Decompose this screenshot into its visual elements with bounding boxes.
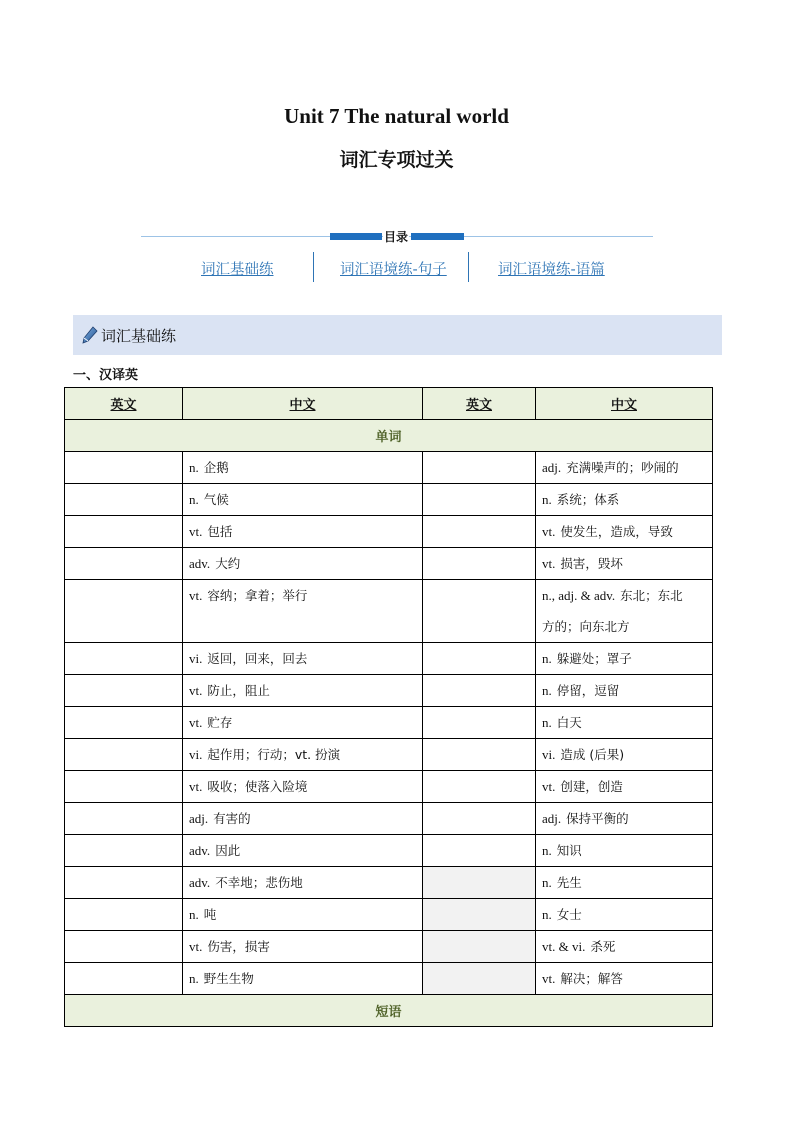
chinese-meaning: 起作用；行动；vt. 扮演 bbox=[207, 747, 341, 762]
english-answer-cell[interactable] bbox=[65, 835, 183, 867]
column-header-english: 英文 bbox=[423, 388, 536, 420]
english-answer-cell[interactable] bbox=[65, 739, 183, 771]
part-of-speech: n. bbox=[542, 715, 552, 730]
english-answer-cell[interactable] bbox=[65, 771, 183, 803]
table-row bbox=[65, 963, 713, 995]
english-answer-cell[interactable] bbox=[65, 963, 183, 995]
chinese-meaning: 贮存 bbox=[207, 715, 233, 730]
english-answer-cell[interactable] bbox=[423, 931, 536, 963]
chinese-meaning-cell bbox=[183, 643, 423, 675]
table-row bbox=[65, 707, 713, 739]
chinese-meaning-cell bbox=[183, 899, 423, 931]
chinese-meaning: 伤害，损害 bbox=[207, 939, 270, 954]
part-of-speech: vt. bbox=[189, 715, 203, 730]
english-answer-cell[interactable] bbox=[65, 484, 183, 516]
chinese-meaning-cell bbox=[183, 835, 423, 867]
chinese-meaning: 先生 bbox=[556, 875, 582, 890]
chinese-meaning-cell bbox=[536, 707, 713, 739]
chinese-meaning: 女士 bbox=[556, 907, 582, 922]
chinese-meaning-cell bbox=[536, 803, 713, 835]
table-row bbox=[65, 835, 713, 867]
table-row bbox=[65, 771, 713, 803]
table-row bbox=[65, 803, 713, 835]
column-header-chinese: 中文 bbox=[183, 388, 423, 420]
toc-link-passage[interactable]: 词汇语境练-语篇 bbox=[498, 262, 605, 278]
column-header-chinese: 中文 bbox=[536, 388, 713, 420]
chinese-meaning-cell bbox=[183, 771, 423, 803]
part-of-speech: vt. bbox=[189, 588, 203, 603]
chinese-meaning-cell bbox=[536, 580, 713, 643]
part-of-speech: vt. bbox=[189, 683, 203, 698]
chinese-meaning: 吨 bbox=[203, 907, 217, 922]
chinese-meaning: 停留，逗留 bbox=[556, 683, 620, 698]
part-of-speech: n. bbox=[189, 492, 199, 507]
chinese-meaning: 系统；体系 bbox=[556, 492, 620, 507]
chinese-meaning-cell bbox=[183, 739, 423, 771]
table-header-row bbox=[65, 388, 713, 420]
group-row-phrases bbox=[65, 995, 713, 1027]
chinese-meaning: 使发生，造成，导致 bbox=[560, 524, 673, 539]
chinese-meaning: 充满噪声的；吵闹的 bbox=[566, 460, 679, 475]
toc-accent-bar-left bbox=[330, 233, 382, 240]
part-of-speech: adj. bbox=[542, 811, 562, 826]
chinese-meaning: 大约 bbox=[215, 556, 241, 571]
chinese-meaning: 造成 (后果) bbox=[560, 747, 625, 762]
english-answer-cell[interactable] bbox=[65, 548, 183, 580]
chinese-meaning: 知识 bbox=[556, 843, 582, 858]
chinese-meaning: 有害的 bbox=[213, 811, 251, 826]
chinese-meaning-cell bbox=[183, 803, 423, 835]
chinese-meaning-cell bbox=[183, 675, 423, 707]
english-answer-cell[interactable] bbox=[65, 643, 183, 675]
chinese-meaning: 包括 bbox=[207, 524, 233, 539]
part-of-speech: vi. bbox=[189, 651, 203, 666]
english-answer-cell[interactable] bbox=[423, 739, 536, 771]
part-of-speech: adv. bbox=[189, 556, 211, 571]
chinese-meaning: 吸收；使落入险境 bbox=[207, 779, 308, 794]
english-answer-cell[interactable] bbox=[65, 931, 183, 963]
part-of-speech: n. bbox=[542, 651, 552, 666]
english-answer-cell[interactable] bbox=[423, 484, 536, 516]
english-answer-cell[interactable] bbox=[65, 516, 183, 548]
english-answer-cell[interactable] bbox=[65, 580, 183, 643]
english-answer-cell[interactable] bbox=[423, 963, 536, 995]
chinese-meaning-cell bbox=[536, 516, 713, 548]
part-of-speech: n. bbox=[189, 460, 199, 475]
chinese-meaning: 损害，毁坏 bbox=[560, 556, 623, 571]
table-row bbox=[65, 675, 713, 707]
toc-accent-bar-right bbox=[411, 233, 464, 240]
english-answer-cell[interactable] bbox=[423, 516, 536, 548]
chinese-meaning-cell bbox=[536, 771, 713, 803]
english-answer-cell[interactable] bbox=[423, 899, 536, 931]
chinese-meaning-cell bbox=[183, 452, 423, 484]
part-of-speech: n. bbox=[542, 875, 552, 890]
chinese-meaning: 保持平衡的 bbox=[566, 811, 629, 826]
table-row bbox=[65, 931, 713, 963]
part-of-speech: vt. bbox=[542, 971, 556, 986]
table-row bbox=[65, 739, 713, 771]
table-row bbox=[65, 548, 713, 580]
chinese-meaning: 野生生物 bbox=[203, 971, 254, 986]
toc-separator bbox=[468, 252, 469, 282]
english-answer-cell[interactable] bbox=[65, 452, 183, 484]
chinese-meaning-cell bbox=[536, 963, 713, 995]
section-banner bbox=[73, 315, 722, 355]
chinese-meaning-cell bbox=[536, 675, 713, 707]
part-heading: 一、汉译英 bbox=[73, 368, 139, 383]
english-answer-cell[interactable] bbox=[423, 548, 536, 580]
chinese-meaning-cell bbox=[183, 580, 423, 643]
chinese-meaning-cell bbox=[536, 867, 713, 899]
chinese-meaning: 解决；解答 bbox=[560, 971, 623, 986]
document-subtitle: 词汇专项过关 bbox=[339, 149, 454, 171]
table-row bbox=[65, 867, 713, 899]
chinese-meaning-cell bbox=[536, 548, 713, 580]
english-answer-cell[interactable] bbox=[423, 675, 536, 707]
document-title: Unit 7 The natural world bbox=[284, 104, 509, 128]
table-row bbox=[65, 484, 713, 516]
part-of-speech: n. bbox=[189, 907, 199, 922]
toc-label: 目录 bbox=[384, 230, 409, 244]
group-row-words bbox=[65, 420, 713, 452]
section-title: 词汇基础练 bbox=[101, 327, 177, 345]
english-answer-cell[interactable] bbox=[423, 803, 536, 835]
chinese-meaning-cell bbox=[183, 867, 423, 899]
chinese-meaning: 创建，创造 bbox=[560, 779, 623, 794]
part-of-speech: n. bbox=[542, 843, 552, 858]
chinese-meaning-cell bbox=[183, 548, 423, 580]
chinese-meaning: 容纳；拿着；举行 bbox=[207, 588, 308, 603]
english-answer-cell[interactable] bbox=[423, 643, 536, 675]
table-row bbox=[65, 516, 713, 548]
english-answer-cell[interactable] bbox=[423, 707, 536, 739]
pencil-icon bbox=[82, 326, 98, 344]
english-answer-cell[interactable] bbox=[65, 803, 183, 835]
chinese-meaning-cell bbox=[183, 484, 423, 516]
english-answer-cell[interactable] bbox=[65, 867, 183, 899]
part-of-speech: n., adj. & adv. bbox=[542, 588, 616, 603]
english-answer-cell[interactable] bbox=[65, 707, 183, 739]
table-row bbox=[65, 452, 713, 484]
chinese-meaning-cell bbox=[183, 931, 423, 963]
part-of-speech: vt. bbox=[542, 524, 556, 539]
part-of-speech: vi. bbox=[189, 747, 203, 762]
part-of-speech: vi. bbox=[542, 747, 556, 762]
part-of-speech: vt. bbox=[542, 556, 556, 571]
chinese-meaning: 企鹅 bbox=[203, 460, 229, 475]
english-answer-cell[interactable] bbox=[423, 835, 536, 867]
table-row bbox=[65, 643, 713, 675]
part-of-speech: vt. bbox=[189, 779, 203, 794]
group-label-words: 单词 bbox=[65, 420, 713, 452]
chinese-meaning-cell bbox=[536, 899, 713, 931]
group-label-phrases: 短语 bbox=[65, 995, 713, 1027]
chinese-meaning: 方的；向东北方 bbox=[542, 619, 630, 634]
part-of-speech: vt. & vi. bbox=[542, 939, 586, 954]
chinese-meaning-cell bbox=[183, 963, 423, 995]
table-row bbox=[65, 899, 713, 931]
part-of-speech: n. bbox=[542, 683, 552, 698]
english-answer-cell[interactable] bbox=[65, 675, 183, 707]
english-answer-cell[interactable] bbox=[423, 452, 536, 484]
english-answer-cell[interactable] bbox=[423, 867, 536, 899]
chinese-meaning: 防止，阻止 bbox=[207, 683, 270, 698]
part-of-speech: adv. bbox=[189, 843, 211, 858]
english-answer-cell[interactable] bbox=[423, 580, 536, 643]
toc-separator bbox=[313, 252, 314, 282]
part-of-speech: adv. bbox=[189, 875, 211, 890]
chinese-meaning-cell bbox=[183, 516, 423, 548]
toc-link-basic[interactable]: 词汇基础练 bbox=[201, 262, 274, 278]
chinese-meaning-cell bbox=[536, 739, 713, 771]
part-of-speech: vt. bbox=[189, 939, 203, 954]
chinese-meaning: 返回，回来，回去 bbox=[207, 651, 308, 666]
part-of-speech: vt. bbox=[189, 524, 203, 539]
chinese-meaning: 因此 bbox=[215, 843, 241, 858]
english-answer-cell[interactable] bbox=[423, 771, 536, 803]
table-row bbox=[65, 580, 713, 643]
chinese-meaning: 不幸地；悲伤地 bbox=[215, 875, 303, 890]
part-of-speech: n. bbox=[542, 492, 552, 507]
chinese-meaning-cell bbox=[536, 835, 713, 867]
english-answer-cell[interactable] bbox=[65, 899, 183, 931]
part-of-speech: vt. bbox=[542, 779, 556, 794]
part-of-speech: adj. bbox=[542, 460, 562, 475]
chinese-meaning-cell bbox=[536, 931, 713, 963]
column-header-english: 英文 bbox=[65, 388, 183, 420]
chinese-meaning-cell bbox=[536, 484, 713, 516]
chinese-meaning: 杀死 bbox=[590, 939, 616, 954]
chinese-meaning: 东北；东北 bbox=[620, 588, 683, 603]
part-of-speech: n. bbox=[189, 971, 199, 986]
toc-link-sentence[interactable]: 词汇语境练-句子 bbox=[340, 262, 447, 278]
chinese-meaning: 气候 bbox=[203, 492, 229, 507]
chinese-meaning: 白天 bbox=[556, 715, 582, 730]
chinese-meaning: 躲避处；罩子 bbox=[556, 651, 632, 666]
chinese-meaning-cell bbox=[536, 452, 713, 484]
chinese-meaning-cell bbox=[183, 707, 423, 739]
part-of-speech: adj. bbox=[189, 811, 209, 826]
chinese-meaning-cell bbox=[536, 643, 713, 675]
vocabulary-table bbox=[64, 387, 713, 1027]
part-of-speech: n. bbox=[542, 907, 552, 922]
